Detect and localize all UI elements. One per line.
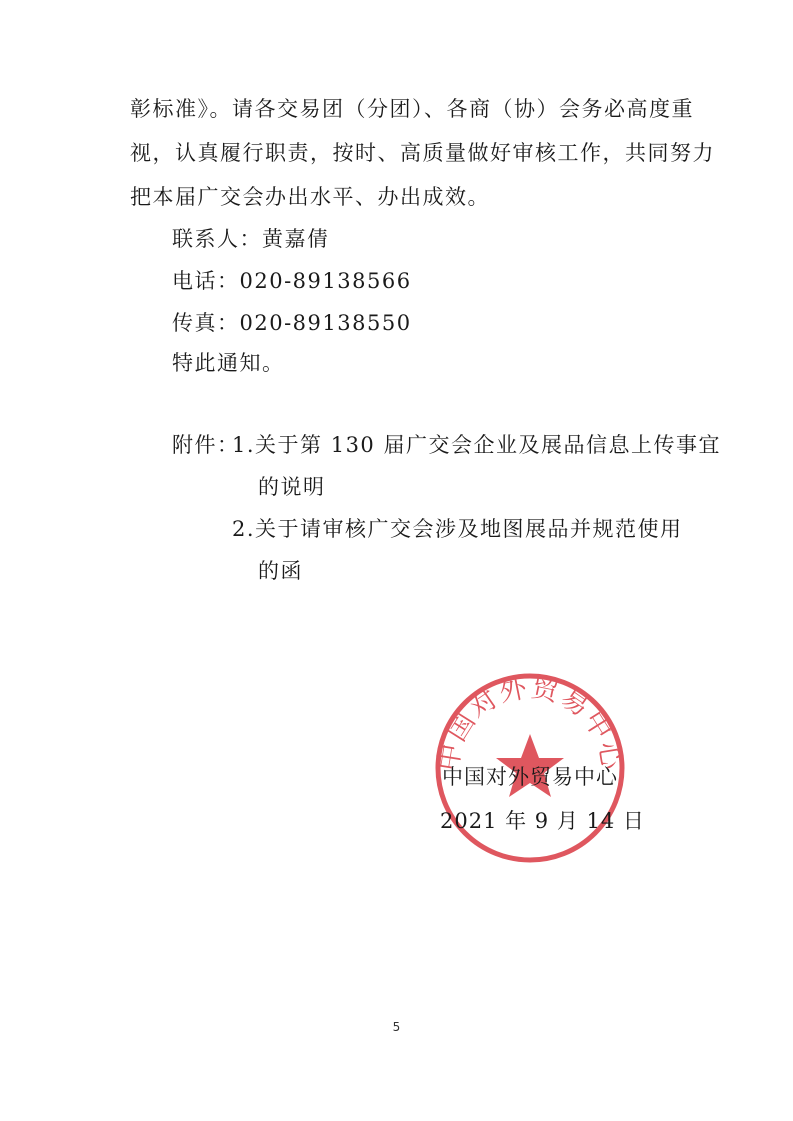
page-number: 5 [392, 1020, 401, 1034]
attachments-label: 附件： [172, 433, 240, 457]
seal-text: 中国对外贸易中心 [432, 672, 628, 774]
attachment-2-line-2: 的函 [258, 559, 303, 583]
body-line-2: 视，认真履行职责，按时、高质量做好审核工作，共同努力 [130, 141, 715, 165]
closing-remark: 特此通知。 [172, 351, 285, 375]
attachment-1-line-1: 1.关于第 130 届广交会企业及展品信息上传事宜 [232, 433, 721, 457]
contact-phone: 电话：020-89138566 [172, 269, 412, 293]
attachment-2-line-1: 2.关于请审核广交会涉及地图展品并规范使用 [232, 517, 683, 541]
contact-person: 联系人：黄嘉倩 [172, 227, 330, 251]
attachment-1-line-2: 的说明 [258, 475, 326, 499]
signature-date: 2021 年 9 月 14 日 [440, 809, 645, 833]
body-line-3: 把本届广交会办出水平、办出成效。 [130, 185, 490, 209]
signature-organization: 中国对外贸易中心 [442, 765, 618, 789]
contact-fax: 传真：020-89138550 [172, 311, 412, 335]
body-line-1: 彰标准》。请各交易团（分团）、各商（协）会务必高度重 [130, 97, 694, 121]
